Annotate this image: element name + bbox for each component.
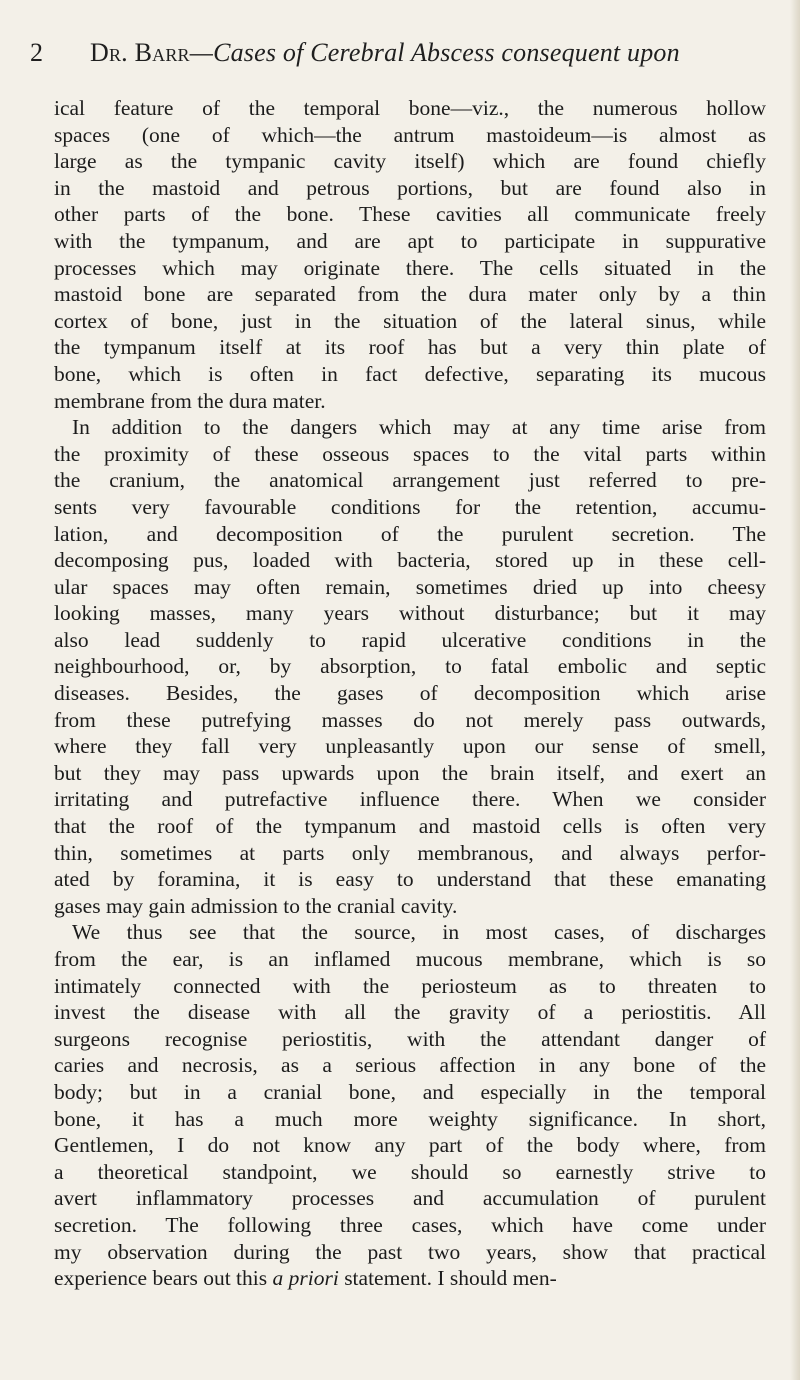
text-line: decomposing pus, loaded with bacteria, stored up in these cell-: [54, 548, 766, 573]
text-line: cortex of bone, just in the situation of the lateral sinus, while: [54, 308, 766, 333]
text-line: from the ear, is an inflamed mucous membrane, which is so: [54, 947, 766, 971]
a-priori-phrase: a priori: [272, 1266, 339, 1291]
page-header: [0, 38, 800, 68]
text-line: with the tympanum, and are apt to participate in suppurative: [54, 228, 766, 253]
running-head-title: —Cases of Cerebral Abscess consequent upon: [189, 38, 680, 67]
text-line: the cranium, the anatomical arrangement just referred to pre-: [54, 468, 766, 493]
text-line: also lead suddenly to rapid ulcerative conditions in the: [54, 627, 766, 652]
text-line: thin, sometimes at parts only membranous, and always perfor-: [54, 840, 766, 865]
text-line: a theoretical standpoint, we should so earnestly strive to: [54, 1159, 766, 1184]
text-line: processes which may originate there. The cells situated in the: [54, 255, 766, 280]
text-line: other parts of the bone. These cavities all communicate freely: [54, 202, 766, 227]
text-line: gases may gain admission to the cranial cavity.: [54, 893, 458, 918]
text-line: from these putrefying masses do not merely pass outwards,: [54, 707, 766, 732]
page-number: 2: [30, 38, 43, 67]
text-line: body; but in a cranial bone, and especially in the temporal: [54, 1079, 766, 1104]
running-head-author: Dr. Barr: [90, 38, 190, 67]
final-line-start: experience bears out this: [54, 1266, 273, 1291]
text-line: where they fall very unpleasantly upon our sense of smell,: [54, 734, 766, 759]
page-edge: [790, 0, 800, 1380]
running-head: [90, 38, 680, 68]
text-line: looking masses, many years without disturbance; but it may: [54, 601, 766, 626]
text-line: neighbourhood, or, by absorption, to fatal embolic and septic: [54, 654, 766, 679]
text-line: ular spaces may often remain, sometimes dried up into cheesy: [54, 574, 766, 599]
text-line: invest the disease with all the gravity of a periostitis. All: [54, 1000, 766, 1025]
text-line: mastoid bone are separated from the dura mater only by a thin: [54, 282, 766, 307]
text-line: ical feature of the temporal bone—viz., the numerous hollow: [54, 96, 766, 120]
text-line: intimately connected with the periosteum as to threaten to: [54, 973, 766, 998]
text-line: diseases. Besides, the gases of decomposition which arise: [54, 681, 766, 706]
text-line: ated by foramina, it is easy to understand that these emanating: [54, 867, 766, 892]
text-line: lation, and decomposition of the purulent secretion. The: [54, 521, 766, 546]
text-line: avert inflammatory processes and accumulation of purulent: [54, 1186, 766, 1211]
text-line: in the mastoid and petrous portions, but are found also in: [54, 175, 766, 200]
text-line: sents very favourable conditions for the retention, accumu-: [54, 494, 766, 519]
text-line: secretion. The following three cases, which have come under: [54, 1212, 766, 1237]
text-line: bone, it has a much more weighty significance. In short,: [54, 1106, 766, 1131]
final-line-end: statement. I should men-: [338, 1266, 557, 1291]
text-line: caries and necrosis, as a serious affection in any bone of the: [54, 1053, 766, 1078]
text-line: large as the tympanic cavity itself) which are found chiefly: [54, 149, 766, 174]
text-line-final: [54, 1265, 766, 1292]
text-line: irritating and putrefactive influence there. When we consider: [54, 787, 766, 812]
text-line: the tympanum itself at its roof has but a very thin plate of: [54, 335, 766, 360]
body-text: [54, 95, 766, 1292]
text-line: membrane from the dura mater.: [54, 388, 326, 413]
text-line: In addition to the dangers which may at any time arise from: [72, 415, 766, 440]
text-line: Gentlemen, I do not know any part of the body where, from: [54, 1133, 766, 1158]
text-line: spaces (one of which—the antrum mastoideum—is almost as: [54, 122, 766, 147]
text-line: bone, which is often in fact defective, separating its mucous: [54, 361, 766, 386]
text-line: the proximity of these osseous spaces to the vital parts within: [54, 441, 766, 466]
text-line: but they may pass upwards upon the brain itself, and exert an: [54, 760, 766, 785]
text-line: that the roof of the tympanum and mastoid cells is often very: [54, 814, 766, 839]
text-line: surgeons recognise periostitis, with the attendant danger of: [54, 1026, 766, 1051]
text-line: my observation during the past two years, show that practical: [54, 1239, 766, 1264]
text-line: We thus see that the source, in most cases, of discharges: [72, 920, 766, 945]
